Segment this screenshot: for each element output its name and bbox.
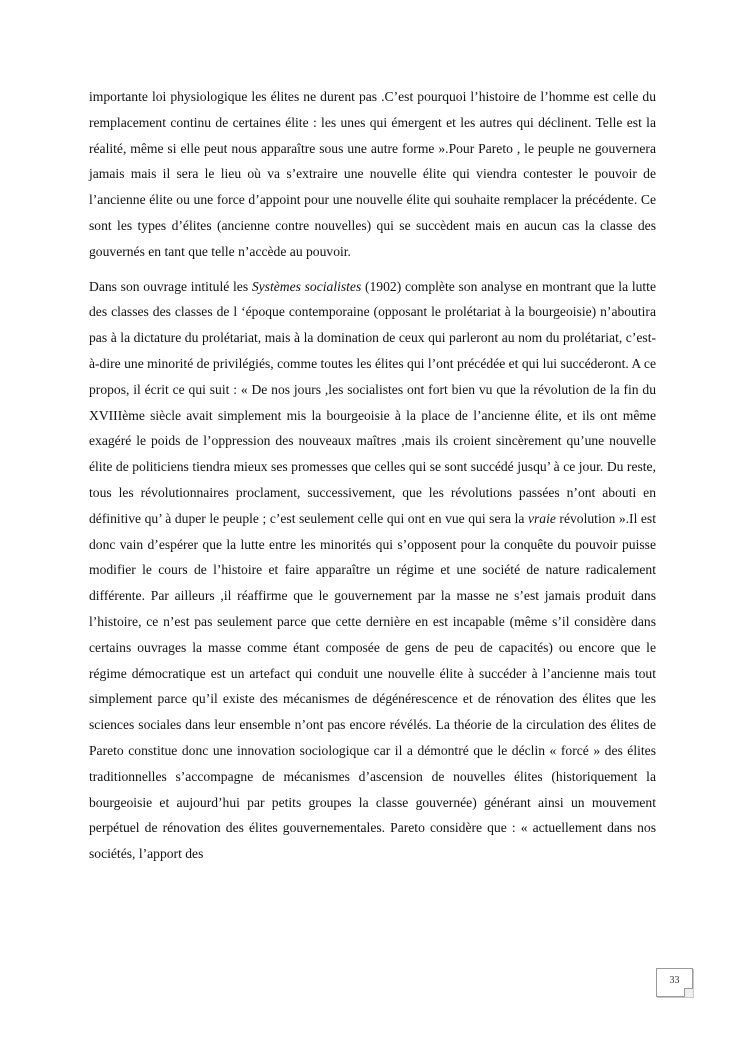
- paragraph-2-text-a: Dans son ouvrage intitulé les: [89, 278, 252, 294]
- paragraph-1: [89, 84, 656, 265]
- paragraph-1-text: importante loi physiologique les élites ne durent pas .C’est pourquoi l’histoire de l’homme est celle du remplacement continu de certaines élite : les unes qui émergent et les autres qui déclinent. Telle est la réalité, même si elle peut nous apparaître sous une autre forme ».Pour Pareto , le peuple ne gouvernera jamais mais il sera le lieu où va s’extraire une nouvelle élite qui viendra contester le pouvoir de l’ancienne élite ou une force d’appoint pour une nouvelle élite qui souhaite remplacer la précédente. Ce sont les types d’élites (ancienne contre nouvelles) qui se succèdent mais en aucun cas la classe des gouvernés en tant que telle n’accède au pouvoir.: [89, 89, 656, 259]
- document-page: [89, 84, 656, 867]
- paragraph-2-text-b: (1902) complète son analyse en montrant que la lutte des classes des classes de l ‘époque contemporaine (opposant le prolétariat à la bourgeoisie) n’aboutira pas à la dictature du prolétariat, mais à la domination de ceux qui parleront au nom du prolétariat, c’est-à-dire une minorité de privilégiés, comme toutes les élites qui l’ont précédée et qui lui succéderont. A ce propos, il écrit ce qui suit : « De nos jours ,les socialistes ont fort bien vu que la révolution de la fin du XVIIIème siècle avait simplement mis la bourgeoisie à la place de l’ancienne élite, et ils ont même exagéré le poids de l’oppression des nouveaux maîtres ,mais ils croient sincèrement qu’une nouvelle élite de politiciens tiendra mieux ses promesses que celles qui se sont succédé jusqu’ à ce jour. Du reste, tous les révolutionnaires proclament, successivement, que les révolutions passées n’ont abouti en définitive qu’ à duper le peuple ; c’est seulement celle qui ont en vue qui sera la: [89, 278, 656, 526]
- emphasis-italic: vraie: [527, 510, 556, 526]
- paragraph-2-text-c: révolution ».Il est donc vain d’espérer que la lutte entre les minorités qui s’opposent pour la conquête du pouvoir puisse modifier le cours de l’histoire et faire apparaître un régime et une société de nature radicalement différente. Par ailleurs ,il réaffirme que le gouvernement par la masse ne s’est jamais produit dans l’histoire, ce n’est pas seulement parce que cette dernière en est incapable (même s’il considère dans certains ouvrages la masse comme étant composée de gens de peu de capacités) ou encore que le régime démocratique est un artefact qui conduit une nouvelle élite à succéder à l’ancienne mais tout simplement parce qu’il existe des mécanismes de dégénérescence et de rénovation des élites que les sciences sociales dans leur ensemble n’ont pas encore révélés. La théorie de la circulation des élites de Pareto constitue donc une innovation sociologique car il a démontré que le déclin « forcé » des élites traditionnelles s’accompagne de mécanismes d’ascension de nouvelles élites (historiquement la bourgeoisie et aujourd’hui par petits groupes la classe gouvernée) générant ainsi un mouvement perpétuel de rénovation des élites gouvernementales. Pareto considère que : « actuellement dans nos sociétés, l’apport des: [89, 510, 656, 862]
- book-title-italic: Systèmes socialistes: [251, 278, 362, 294]
- page-number: 33: [656, 968, 693, 997]
- paragraph-2: [89, 274, 656, 867]
